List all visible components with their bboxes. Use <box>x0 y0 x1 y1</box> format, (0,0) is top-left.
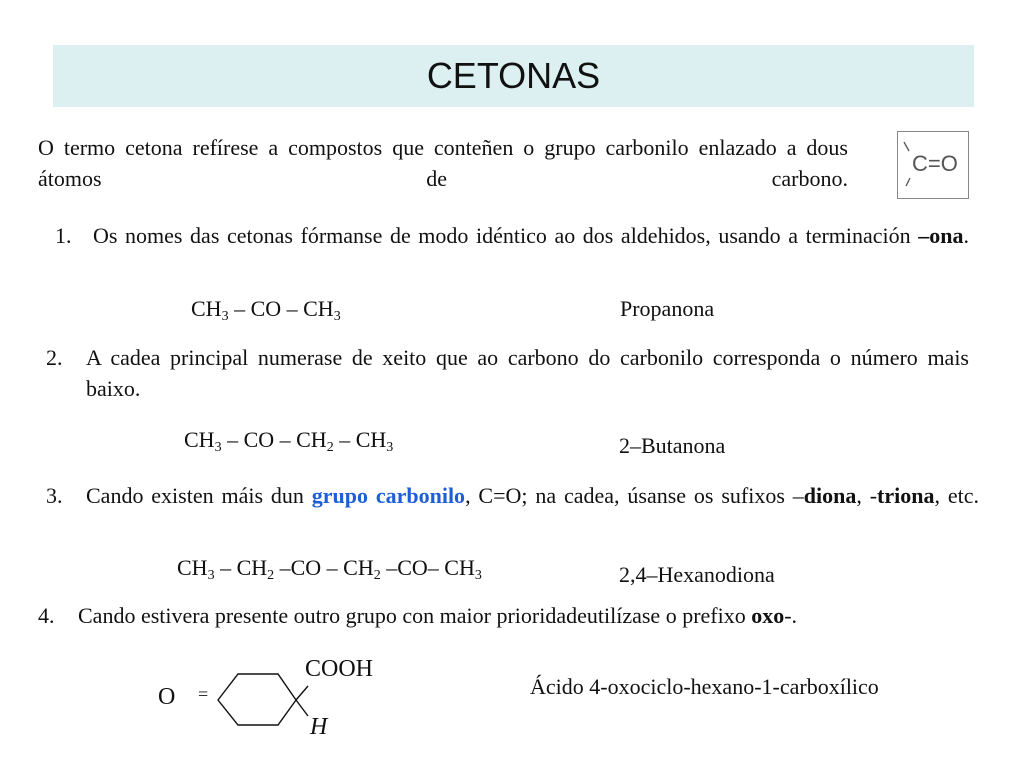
item-4-number: 4. <box>38 603 55 628</box>
double-bond-sign: = <box>198 684 209 704</box>
formula-sub: 3 <box>386 440 394 455</box>
formula-part: –CO – CH <box>274 555 374 580</box>
formula-part: – CH <box>333 427 387 452</box>
item-1-suffix: –ona <box>918 223 964 248</box>
formula-sub: 2 <box>373 568 381 583</box>
formula-sub: 3 <box>214 440 222 455</box>
grupo-carbonilo-highlight: grupo carbonilo <box>311 483 466 508</box>
intro-paragraph: O termo cetona refírese a compostos que conteñen o grupo carbonilo enlazado a dous átomos de carbono. <box>38 135 848 191</box>
item-1-text <box>93 220 969 251</box>
name-acido-oxociclohexano: Ácido 4-oxociclo-hexano-1-carboxílico <box>530 674 879 699</box>
page-title: CETONAS <box>426 55 601 96</box>
item-3-text-a: Cando existen máis dun <box>86 483 312 508</box>
cyclohexane-structure <box>150 650 400 760</box>
formula-part: – CO – CH <box>228 296 334 321</box>
name-butanona: 2–Butanona <box>619 433 726 458</box>
item-3-text-c: , - <box>856 483 878 508</box>
formula-part: CH <box>184 427 215 452</box>
item-1-text-end: . <box>963 223 969 248</box>
formula-sub: 3 <box>333 309 341 324</box>
name-hexanodiona: 2,4–Hexanodiona <box>619 562 775 587</box>
item-4-text-b: -. <box>784 603 798 628</box>
formula-part: CH <box>177 555 208 580</box>
formula-sub: 2 <box>326 440 334 455</box>
formula-sub: 2 <box>267 568 275 583</box>
item-3-text <box>86 480 979 511</box>
formula-part: CH <box>191 296 222 321</box>
item-3-text-b: , C=O; na cadea, úsanse os sufixos – <box>465 483 804 508</box>
suffix-diona: diona <box>803 483 857 508</box>
item-4-text <box>78 600 961 631</box>
suffix-triona: triona <box>877 483 935 508</box>
formula-sub: 3 <box>474 568 482 583</box>
item-2-text: A cadea principal numerase de xeito que ao carbono do carbonilo corresponda o número mais baixo. <box>86 345 969 401</box>
item-1-text-part: Os nomes das cetonas fórmanse de modo idéntico ao dos aldehidos, usando a terminación <box>93 223 919 248</box>
item-3-text-d: , etc. <box>934 483 979 508</box>
formula-part: –CO– CH <box>380 555 475 580</box>
name-propanona: Propanona <box>620 296 715 321</box>
cooh-label: COOH <box>305 656 374 682</box>
formula-sub: 3 <box>207 568 215 583</box>
formula-hexanodiona <box>177 555 482 584</box>
item-4-text-a: Cando estivera presente outro grupo con maior prioridadeutilízase o prefixo <box>78 603 752 628</box>
carbonyl-group-image <box>897 131 969 199</box>
item-1-number: 1. <box>55 223 72 248</box>
formula-part: – CO – CH <box>221 427 327 452</box>
formula-part: – CH <box>214 555 268 580</box>
prefix-oxo: oxo <box>751 603 785 628</box>
formula-butanona <box>184 427 393 456</box>
carbonyl-label: C=O <box>912 151 958 176</box>
title-bar <box>53 45 974 107</box>
item-2-number: 2. <box>46 345 63 370</box>
formula-sub: 3 <box>221 309 229 324</box>
formula-propanona <box>191 296 341 325</box>
hydrogen-label: H <box>310 714 328 740</box>
oxygen-label: O <box>158 684 176 710</box>
item-3-number: 3. <box>46 483 63 508</box>
